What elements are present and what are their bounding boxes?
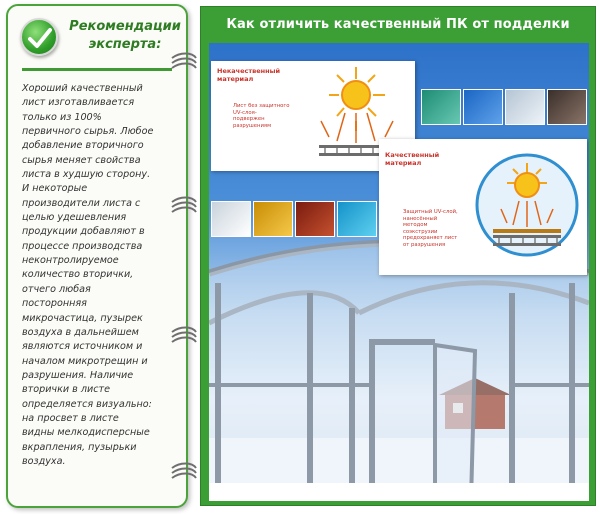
expert-note-line: началом микротрещин и [22,355,148,367]
good-card-note-line1: Защитный UV-слой, [403,209,458,215]
expert-note-text [22,82,184,469]
expert-note-header [8,6,186,80]
poor-card-note-line1: Лист без защитного [233,103,290,109]
expert-note-line: продукции добавляют в [22,226,145,238]
good-card-label-line1: Качественный [385,151,440,159]
expert-note-line: листа в худшую сторону. [22,169,151,181]
expert-note-line: И некоторые [22,183,88,195]
swatch-green-sheet [421,89,461,125]
poor-card-label [217,67,280,83]
expert-note-line: целью удешевления [22,212,127,224]
good-card-note [403,209,458,248]
expert-note-line: первичного сырья. Любое [22,126,154,138]
title-underline [22,68,172,71]
poor-card-note [233,103,289,129]
panel-title: Как отличить качественный ПК от подделки [226,17,570,32]
expert-note-line: разрушения. Наличие [22,369,134,381]
swatch-clear-sheet [505,89,545,125]
expert-note-line: только из 100% [22,111,102,123]
binding-ring-icon [170,52,198,74]
protected-sheet-diagram-icon [473,143,583,271]
expert-note-line: определяется визуально: [22,398,152,410]
poor-card-label-line2: материал [217,75,254,83]
expert-note-title [66,18,184,54]
expert-note-line: неконтролируемое [22,255,119,267]
expert-note-card [6,4,188,508]
expert-note-line: лист изготавливается [22,97,135,109]
expert-note-line: Хороший качественный [22,83,143,94]
expert-note-line: видны мелкодисперсные [22,427,150,439]
good-card-note-line2: нанесённый [403,215,438,222]
expert-note-line: добавление вторичного [22,140,144,152]
good-card-note-line4: соэкструзии [403,228,438,235]
expert-note-line: воздуха в дальнейшем [22,326,139,338]
swatch-blue-sheet [463,89,503,125]
greenhouse-photo [209,43,589,501]
poor-card-note-line3: подвержен [233,116,265,122]
expert-note-line: вторички в листе [22,384,111,396]
good-card-note-line5: предохраняет лист [403,235,458,241]
poor-card-note-line2: UV-слоя- [233,109,257,116]
poor-card-note-line4: разрушениям [233,122,272,129]
swatch-cyan-sheet [337,201,377,237]
expert-note-line: посторонняя [22,298,87,310]
expert-note-line: воздуха. [22,455,66,467]
good-card-note-line3: методом [403,222,428,228]
expert-note-line: являются источником и [22,341,143,353]
expert-note-line: микрочастица, пузырек [22,312,143,324]
good-quality-card [379,139,587,275]
good-card-label [385,151,439,167]
poor-card-label-line1: Некачественный [217,67,281,75]
comparison-panel [200,6,596,506]
expert-note-title-line2: эксперта: [88,37,162,52]
binding-ring-icon [170,326,198,348]
checkmark-badge-icon [20,18,58,56]
good-card-note-line6: от разрушения [403,241,446,248]
swatch-white-sheet [211,201,251,237]
good-card-label-line2: материал [385,159,422,167]
expert-note-title-line1: Рекомендации [69,19,181,34]
expert-note-line: вкрапления, пузырьки [22,441,137,453]
expert-note-line: на просвет в листе [22,412,119,424]
binding-ring-icon [170,462,198,484]
expert-note-line: количество вторички, [22,269,134,281]
binding-ring-icon [170,196,198,218]
expert-note-line: процессе производства [22,240,143,252]
expert-note-line: отчего любая [22,283,91,295]
swatch-bronze-sheet [295,201,335,237]
expert-note-line: сырья меняет свойства [22,154,141,166]
expert-note-line: производители листа с [22,197,141,209]
swatch-dark-sheet [547,89,587,125]
swatch-yellow-sheet [253,201,293,237]
